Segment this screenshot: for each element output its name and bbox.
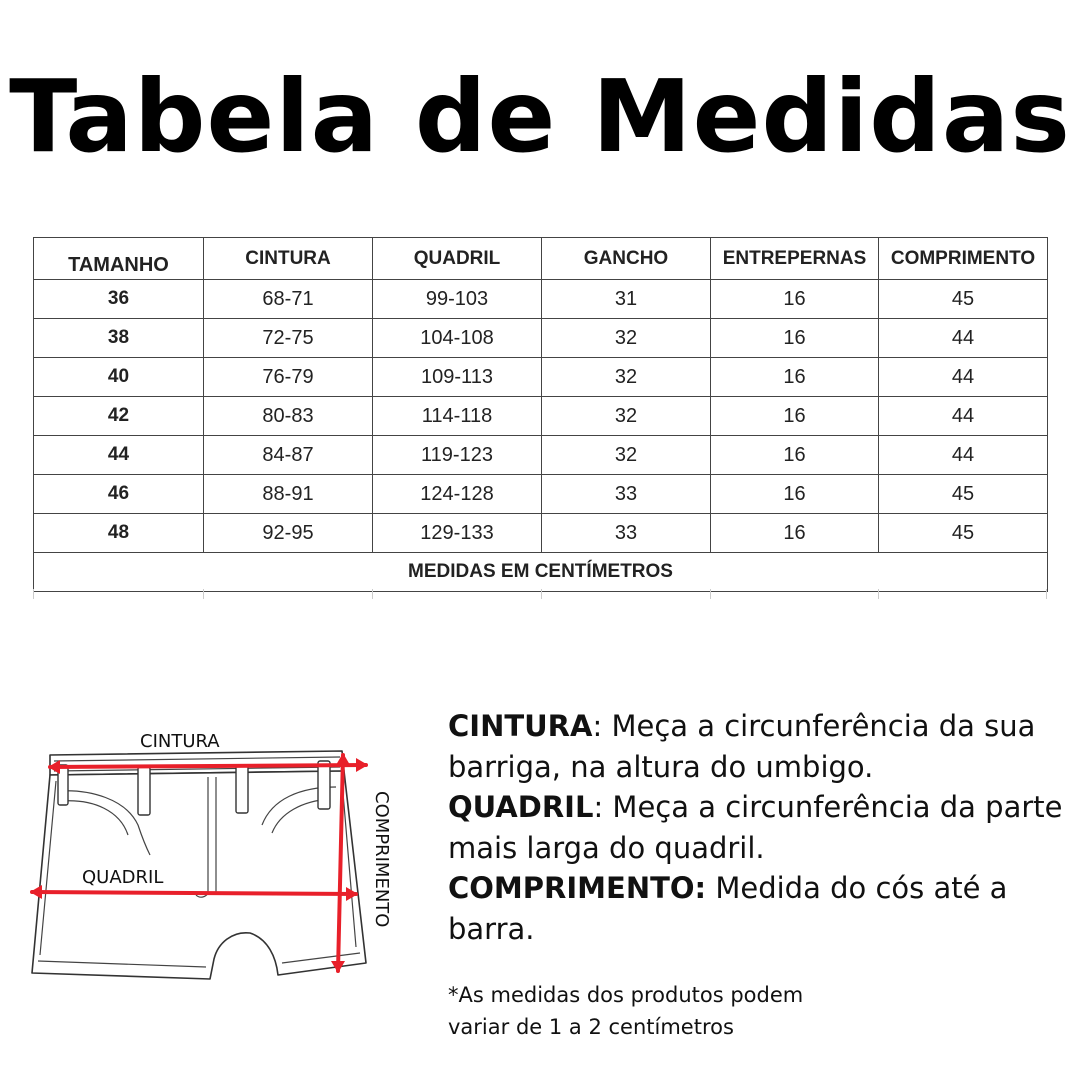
- text-cintura: Meça a circunferência da sua barriga, na altura do umbigo.: [448, 709, 1036, 784]
- cintura-label: CINTURA: [140, 731, 220, 752]
- table-cell: 32: [542, 358, 711, 397]
- size-cell: 42: [34, 397, 204, 436]
- table-cell: 72-75: [204, 319, 373, 358]
- table-cell: 33: [542, 514, 711, 553]
- column-header-comprimento: COMPRIMENTO: [879, 238, 1048, 280]
- column-header-quadril: QUADRIL: [373, 238, 542, 280]
- table-row: [34, 397, 1048, 436]
- instruction-comprimento: [448, 868, 1068, 949]
- table-cell: 33: [542, 475, 711, 514]
- table-cell: 88-91: [204, 475, 373, 514]
- column-header-tamanho: TAMANHO: [34, 238, 204, 280]
- table-row: [34, 280, 1048, 319]
- table-cell: 44: [879, 397, 1048, 436]
- separator: :: [593, 790, 604, 824]
- text-quadril: Meça a circunferência da parte mais larga do quadril.: [448, 790, 1063, 865]
- size-cell: 36: [34, 280, 204, 319]
- table-row: [34, 358, 1048, 397]
- units-note: MEDIDAS EM CENTÍMETROS: [34, 553, 1048, 592]
- table-cell: 45: [879, 514, 1048, 553]
- size-table-container: [33, 237, 1048, 592]
- instruction-quadril: [448, 787, 1068, 868]
- comprimento-label: COMPRIMENTO: [371, 791, 392, 928]
- table-footer-row: [34, 553, 1048, 592]
- table-cell: 16: [711, 436, 879, 475]
- table-cell: 32: [542, 319, 711, 358]
- shorts-illustration-icon: [10, 725, 410, 995]
- column-header-gancho: GANCHO: [542, 238, 711, 280]
- separator: :: [592, 709, 603, 743]
- table-cell: 31: [542, 280, 711, 319]
- table-cell: 119-123: [373, 436, 542, 475]
- table-row: [34, 319, 1048, 358]
- table-cell: 16: [711, 475, 879, 514]
- shorts-diagram: [10, 725, 410, 995]
- term-quadril: QUADRIL: [448, 790, 594, 824]
- page-title: Tabela de Medidas: [9, 58, 1071, 175]
- table-cell: 92-95: [204, 514, 373, 553]
- grid-lines-tail: [33, 589, 1047, 599]
- table-cell: 124-128: [373, 475, 542, 514]
- table-cell: 45: [879, 475, 1048, 514]
- column-header-entrepernas: ENTREPERNAS: [711, 238, 879, 280]
- table-cell: 16: [711, 397, 879, 436]
- table-cell: 109-113: [373, 358, 542, 397]
- table-cell: 44: [879, 436, 1048, 475]
- table-cell: 16: [711, 358, 879, 397]
- table-cell: 45: [879, 280, 1048, 319]
- table-cell: 80-83: [204, 397, 373, 436]
- disclaimer-note: [448, 979, 1048, 1043]
- table-row: [34, 475, 1048, 514]
- size-cell: 48: [34, 514, 204, 553]
- table-header-row: [34, 238, 1048, 280]
- table-row: [34, 514, 1048, 553]
- table-cell: 32: [542, 436, 711, 475]
- table-cell: 104-108: [373, 319, 542, 358]
- table-cell: 76-79: [204, 358, 373, 397]
- table-cell: 44: [879, 358, 1048, 397]
- table-cell: 68-71: [204, 280, 373, 319]
- size-cell: 40: [34, 358, 204, 397]
- table-cell: 16: [711, 319, 879, 358]
- table-cell: 16: [711, 514, 879, 553]
- table-cell: 32: [542, 397, 711, 436]
- table-cell: 99-103: [373, 280, 542, 319]
- table-cell: 114-118: [373, 397, 542, 436]
- size-cell: 46: [34, 475, 204, 514]
- quadril-label: QUADRIL: [82, 867, 164, 888]
- term-comprimento: COMPRIMENTO:: [448, 871, 707, 905]
- note-line-2: variar de 1 a 2 centímetros: [448, 1015, 734, 1039]
- table-cell: 16: [711, 280, 879, 319]
- size-cell: 44: [34, 436, 204, 475]
- column-header-cintura: CINTURA: [204, 238, 373, 280]
- measurement-instructions: [448, 706, 1068, 949]
- instruction-cintura: [448, 706, 1068, 787]
- table-cell: 44: [879, 319, 1048, 358]
- term-cintura: CINTURA: [448, 709, 593, 743]
- text-comprimento: Medida do cós até a barra.: [448, 871, 1008, 946]
- size-cell: 38: [34, 319, 204, 358]
- table-row: [34, 436, 1048, 475]
- table-cell: 129-133: [373, 514, 542, 553]
- size-table: [33, 237, 1048, 592]
- table-cell: 84-87: [204, 436, 373, 475]
- note-line-1: *As medidas dos produtos podem: [448, 983, 804, 1007]
